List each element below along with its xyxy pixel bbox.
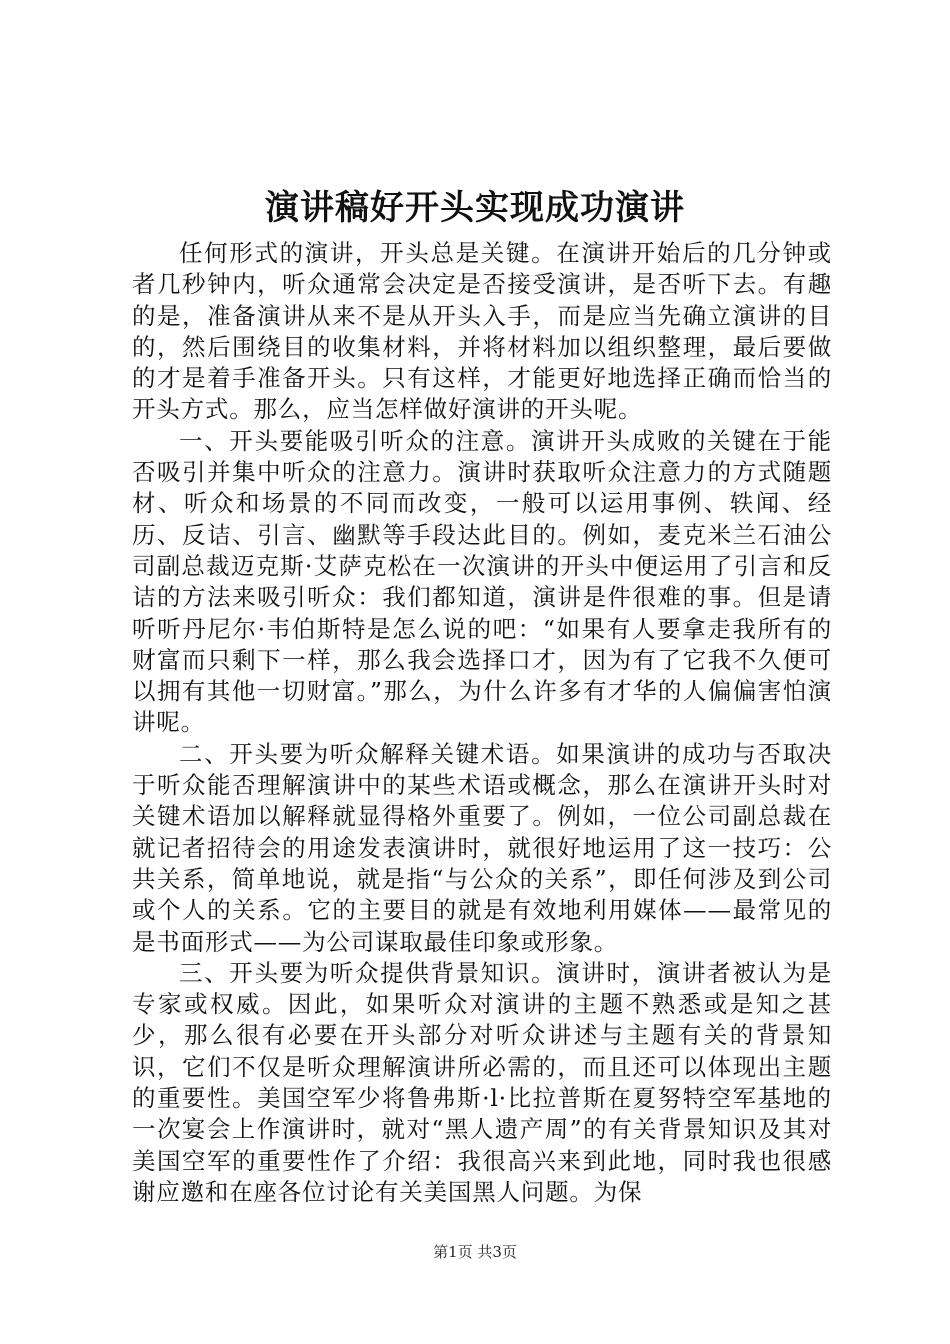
document-body xyxy=(132,238,832,1208)
paragraph-key-terms: 二、开头要为听众解释关键术语。如果演讲的成功与否取决于听众能否理解演讲中的某些术语或概念，那么在演讲开头时对关键术语加以解释就显得格外重要了。例如，一位公司副总裁在就记者招待会的用途发表演讲时，就很好地运用了这一技巧：公共关系，简单地说，就是指“与公众的关系”，即任何涉及到公司或个人的关系。它的主要目的就是有效地利用媒体——最常见的是书面形式——为公司谋取最佳印象或形象。 xyxy=(132,739,832,956)
page-footer: 第1页 共3页 xyxy=(433,1243,517,1261)
page-title: 演讲稿好开头实现成功演讲 xyxy=(265,188,685,228)
paragraph-attention: 一、开头要能吸引听众的注意。演讲开头成败的关键在于能否吸引并集中听众的注意力。演讲时获取听众注意力的方式随题材、听众和场景的不同而改变，一般可以运用事例、轶闻、经历、反诘、引言、幽默等手段达此目的。例如，麦克米兰石油公司副总裁迈克斯·艾萨克松在一次演讲的开头中便运用了引言和反诘的方法来吸引听众：我们都知道，演讲是件很难的事。但是请听听丹尼尔·韦伯斯特是怎么说的吧：“如果有人要拿走我所有的财富而只剩下一样，那么我会选择口才，因为有了它我不久便可以拥有其他一切财富。”那么，为什么许多有才华的人偏偏害怕演讲呢。 xyxy=(132,426,832,737)
paragraph-background: 三、开头要为听众提供背景知识。演讲时，演讲者被认为是专家或权威。因此，如果听众对演讲的主题不熟悉或是知之甚少，那么很有必要在开头部分对听众讲述与主题有关的背景知识，它们不仅是听众理解演讲所必需的，而且还可以体现出主题的重要性。美国空军少将鲁弗斯·l·比拉普斯在夏努特空军基地的一次宴会上作演讲时，就对“黑人遗产周”的有关背景知识及其对美国空军的重要性作了介绍：我很高兴来到此地，同时我也很感谢应邀和在座各位讨论有关美国黑人问题。为保 xyxy=(132,958,832,1206)
paragraph-intro: 任何形式的演讲，开头总是关键。在演讲开始后的几分钟或者几秒钟内，听众通常会决定是否接受演讲，是否听下去。有趣的是，准备演讲从来不是从开头入手，而是应当先确立演讲的目的，然后围绕目的收集材料，并将材料加以组织整理，最后要做的才是着手准备开头。只有这样，才能更好地选择正确而恰当的开头方式。那么，应当怎样做好演讲的开头呢。 xyxy=(132,239,832,424)
